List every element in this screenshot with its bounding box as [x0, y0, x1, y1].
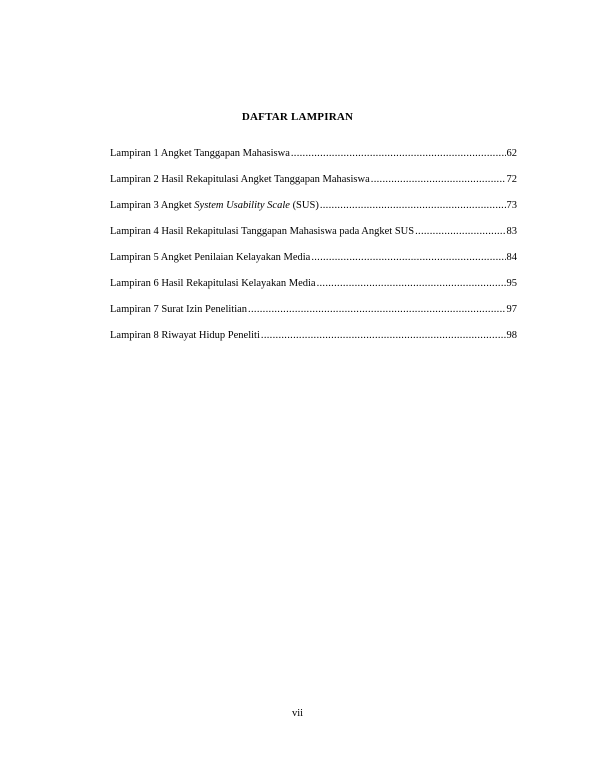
- toc-entry-page: 97: [506, 304, 517, 315]
- dot-leader: [317, 278, 506, 289]
- dot-leader: [311, 252, 505, 263]
- toc-entry-page: 83: [506, 226, 517, 237]
- toc-entry-page: 73: [506, 200, 517, 211]
- dot-leader: [320, 200, 506, 211]
- toc-entry-page: 72: [506, 174, 517, 185]
- page-title: DAFTAR LAMPIRAN: [241, 111, 354, 123]
- toc-entry-lampiran-4: [110, 226, 517, 252]
- toc-entry-label: Lampiran 5 Angket Penilaian Kelayakan Media: [110, 252, 311, 263]
- toc-entry-label: Lampiran 1 Angket Tanggapan Mahasiswa: [110, 148, 290, 159]
- toc-entry-lampiran-2: [110, 174, 517, 200]
- toc-entry-lampiran-3: [110, 200, 517, 226]
- toc-entry-label: Lampiran 6 Hasil Rekapitulasi Kelayakan Media: [110, 278, 316, 289]
- toc-entry-label: Lampiran 3 Angket System Usability Scale (SUS): [110, 200, 319, 211]
- toc-entry-page: 95: [506, 278, 517, 289]
- page-number: vii: [291, 708, 304, 719]
- dot-leader: [291, 148, 506, 159]
- toc-entry-label: Lampiran 4 Hasil Rekapitulasi Tanggapan Mahasiswa pada Angket SUS: [110, 226, 415, 237]
- toc-entry-lampiran-1: [110, 148, 517, 174]
- toc-entry-page: 98: [506, 330, 517, 341]
- dot-leader: [261, 330, 506, 341]
- toc-entry-lampiran-7: [110, 304, 517, 330]
- dot-leader: [248, 304, 505, 315]
- toc-entry-lampiran-5: [110, 252, 517, 278]
- toc-entry-lampiran-6: [110, 278, 517, 304]
- table-of-attachments: [110, 148, 517, 356]
- toc-entry-lampiran-8: [110, 330, 517, 356]
- toc-entry-page: 62: [506, 148, 517, 159]
- toc-entry-label: Lampiran 7 Surat Izin Penelitian: [110, 304, 248, 315]
- dot-leader: [371, 174, 506, 185]
- dot-leader: [415, 226, 505, 237]
- toc-entry-page: 84: [506, 252, 517, 263]
- toc-entry-label: Lampiran 8 Riwayat Hidup Peneliti: [110, 330, 260, 341]
- toc-entry-label: Lampiran 2 Hasil Rekapitulasi Angket Tanggapan Mahasiswa: [110, 174, 370, 185]
